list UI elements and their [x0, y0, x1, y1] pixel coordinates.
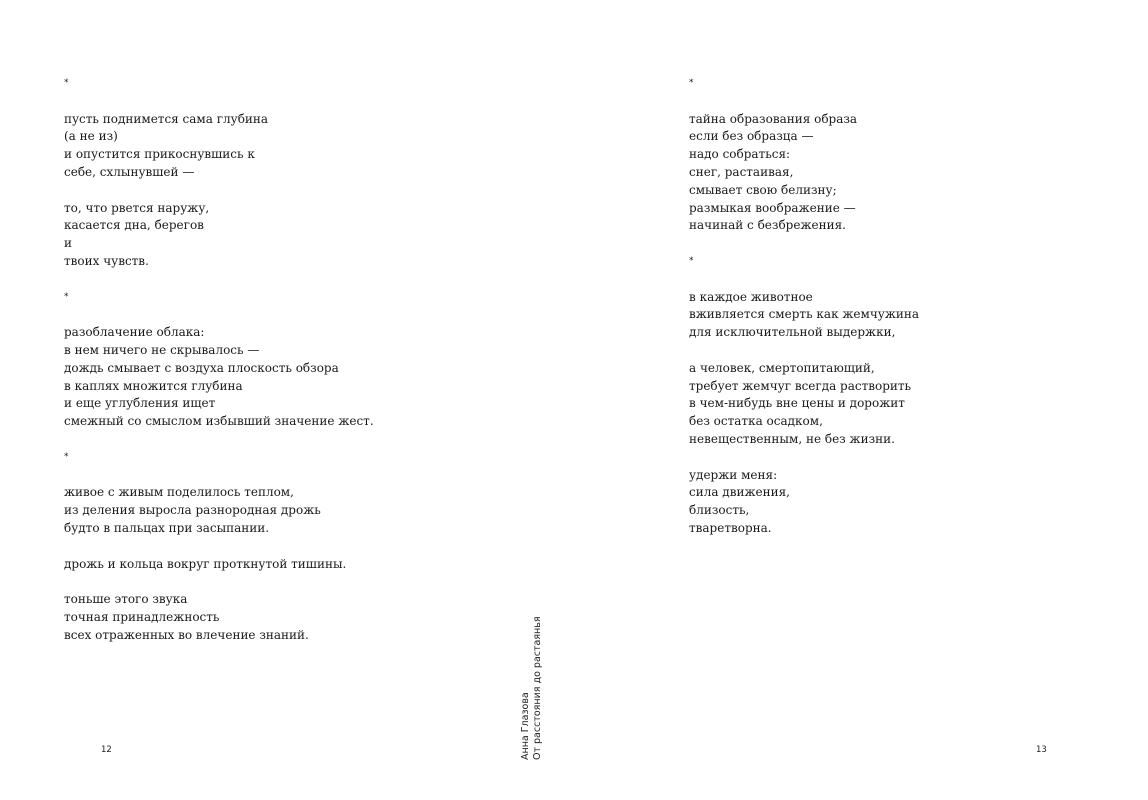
poem-line: и опустится прикоснувшись к [64, 147, 255, 162]
stanza [64, 484, 364, 537]
poem-line: снег, растаивая, [689, 164, 794, 179]
poem-line: в чем-нибудь вне цены и дорожит [689, 396, 905, 411]
poem-line: и еще углубления ищет [64, 396, 216, 411]
stanza [64, 111, 364, 182]
poem-line: будто в пальцах при засыпании. [64, 520, 270, 535]
poem-line: невещественным, не без жизни. [689, 431, 895, 446]
poem-line: надо собраться: [689, 147, 791, 162]
stanza [64, 200, 364, 271]
poem-line: то, что рвется наружу, [64, 200, 210, 215]
running-head-title: От расстояния до растаянья [532, 616, 543, 760]
poem-line: близость, [689, 503, 750, 518]
stanza [689, 289, 989, 342]
poem-line: вживляется смерть как жемчужина [689, 307, 920, 322]
poem-line: в нем ничего не скрывалось — [64, 342, 260, 357]
poem-line: точная принадлежность [64, 609, 220, 624]
poem-line: требует жемчуг всегда растворить [689, 378, 912, 393]
poem-line: и [64, 236, 72, 251]
poem-line: себе, схлынувшей — [64, 164, 195, 179]
poem-line: твоих чувств. [64, 253, 149, 268]
poem-line: (а не из) [64, 129, 118, 144]
poem-line: тоньше этого звука [64, 592, 188, 607]
poem-line: дрожь и кольца вокруг проткнутой тишины. [64, 556, 347, 571]
stanza [64, 556, 364, 574]
running-head [520, 616, 544, 760]
poem-line: сила движения, [689, 485, 790, 500]
left-page-number: 12 [101, 745, 112, 755]
stanza [64, 324, 374, 431]
poem-line: дождь смывает с воздуха плоскость обзора [64, 360, 339, 375]
poem-line: в каждое животное [689, 289, 813, 304]
poem-line: в каплях множится глубина [64, 378, 243, 393]
right-page-number: 13 [1036, 745, 1047, 755]
poem-line: всех отраженных во влечение знаний. [64, 627, 309, 642]
poem-line: тайна образования образа [689, 111, 858, 126]
poem-line: смывает свою белизну; [689, 182, 837, 197]
stanza [689, 111, 989, 236]
stanza [64, 591, 364, 644]
poem-line: начинай с безбрежения. [689, 218, 846, 233]
left-page-body [64, 75, 374, 662]
poem-line: смежный со смыслом избывший значение жест. [64, 414, 374, 429]
poem-line: касается дна, берегов [64, 218, 204, 233]
right-page-body [689, 75, 989, 556]
stanza [689, 360, 989, 449]
running-head-author: Анна Глазова [520, 692, 531, 760]
poem-line: живое с живым поделилось теплом, [64, 485, 294, 500]
right-page [574, 0, 1148, 800]
section-break-asterisk: * [64, 291, 69, 302]
section-break-asterisk: * [689, 255, 694, 266]
section-break-asterisk: * [64, 78, 69, 88]
poem-line: без остатка осадком, [689, 414, 823, 429]
poem-line: пусть поднимется сама глубина [64, 111, 269, 126]
poem-line: из деления выросла разнородная дрожь [64, 503, 321, 518]
poem-line: а человек, смертопитающий, [689, 360, 875, 375]
poem-line: если без образца — [689, 129, 814, 144]
section-break-asterisk: * [689, 78, 694, 88]
stanza [689, 467, 989, 538]
poem-line: размыкая воображение — [689, 200, 856, 215]
section-break-asterisk: * [64, 451, 69, 462]
poem-line: разоблачение облака: [64, 325, 205, 340]
poem-line: для исключительной выдержки, [689, 325, 896, 340]
poem-line: удержи меня: [689, 467, 778, 482]
poem-line: тваретворна. [689, 520, 772, 535]
